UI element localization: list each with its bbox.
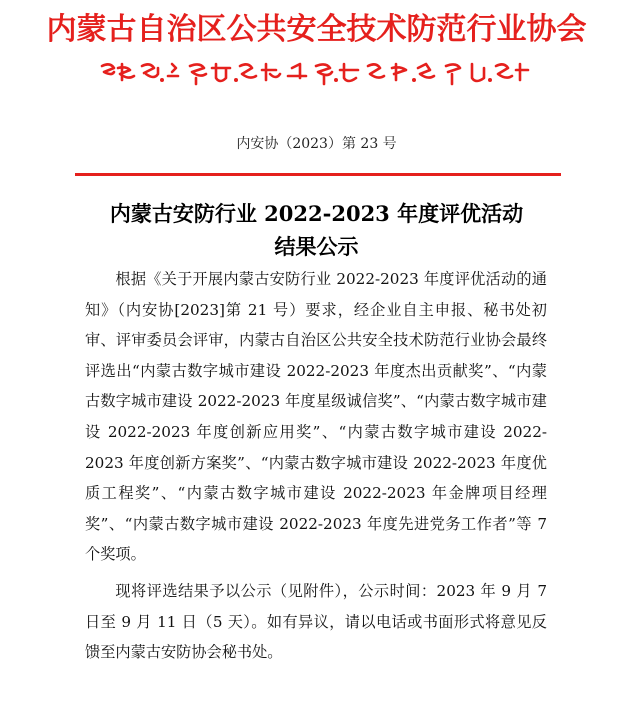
body-paragraph-1: 根据《关于开展内蒙古安防行业 2022-2023 年度评优活动的通知》（内安协[2023]第 21 号）要求，经企业自主申报、秘书处初审、评审委员会评审，内蒙古自治区公共安全技术防范行业协会最终评选出“内蒙古数字城市建设 2022-2023 年度杰出贡献奖”、“内蒙古数字城市建设 2022-2023 年度星级诚信奖”、“内蒙古数字城市建设 2022-2023 年度创新应用奖”、“内蒙古数字城市建设 2022-2023 年度创新方案奖”、“内蒙古数字城市建设 2022-2023 年度优质工程奖”、“内蒙古数字城市建设 2022-2023 年金牌项目经理奖”、“内蒙古数字城市建设 2022-2023 年度先进党务工作者”等 7 个奖项。	[85, 270, 547, 564]
document-title-line-1: 内蒙古安防行业 2022-2023 年度评优活动	[109, 201, 524, 226]
document-body	[85, 264, 547, 668]
red-divider-line	[75, 173, 561, 176]
document-number: 内安协（2023）第 23 号	[236, 136, 397, 152]
document-title	[0, 197, 633, 263]
organization-name: 内蒙古自治区公共安全技术防范行业协会	[46, 12, 587, 47]
document-title-line-2: 结果公示	[274, 234, 359, 259]
mongolian-script-org-name	[100, 58, 530, 88]
body-paragraph-2: 现将评选结果予以公示（见附件），公示时间：2023 年 9 月 7 日至 9 月 11 日（5 天）。如有异议，请以电话或书面形式将意见反馈至内蒙古安防协会秘书处。	[85, 581, 547, 662]
